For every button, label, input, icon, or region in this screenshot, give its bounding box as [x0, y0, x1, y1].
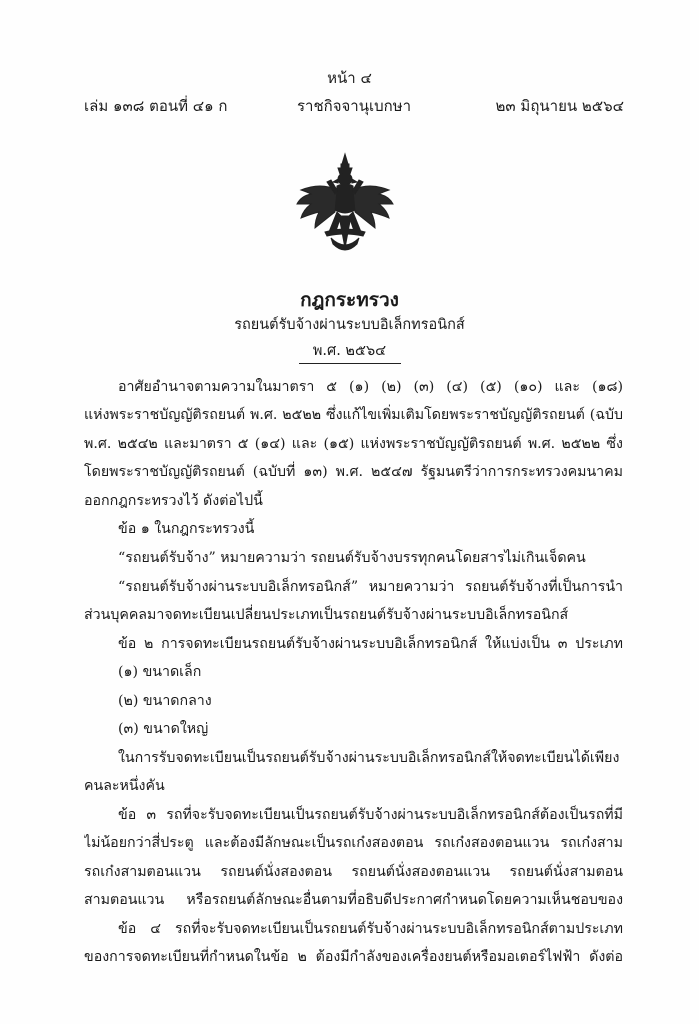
body-line: “รถยนต์รับจ้างผ่านระบบอิเล็กทรอนิกส์” หมายความว่า รถยนต์รับจ้างที่เป็นการนำ [118, 579, 623, 595]
document-year: พ.ศ. ๒๕๖๔ [312, 343, 387, 359]
clause-heading: ข้อ ๒ การจดทะเบียนรถยนต์รับจ้างผ่านระบบอิเล็กทรอนิกส์ ให้แบ่งเป็น ๓ ประเภท [118, 636, 623, 652]
body-line: รถเก๋งสามตอนแวน รถยนต์นั่งสองตอน รถยนต์นั่งสองตอนแวน รถยนต์นั่งสามตอน [84, 864, 623, 880]
gazette-header [84, 94, 624, 114]
garuda-emblem [291, 152, 399, 260]
clause-heading: ข้อ ๓ รถที่จะรับจดทะเบียนเป็นรถยนต์รับจ้างผ่านระบบอิเล็กทรอนิกส์ต้องเป็นรถที่มี [118, 807, 623, 823]
body-line: แห่งพระราชบัญญัติรถยนต์ พ.ศ. ๒๕๒๒ ซึ่งแก้ไขเพิ่มเติมโดยพระราชบัญญัติรถยนต์ (ฉบับ [84, 407, 623, 423]
list-item: (๑) ขนาดเล็ก [118, 664, 202, 680]
body-line: ของการจดทะเบียนที่กำหนดในข้อ ๒ ต้องมีกำลังของเครื่องยนต์หรือมอเตอร์ไฟฟ้า ดังต่อ [84, 949, 623, 965]
volume-issue: เล่ม ๑๓๘ ตอนที่ ๔๑ ก [84, 97, 228, 115]
body-line: ออกกฎกระทรวงไว้ ดังต่อไปนี้ [84, 493, 263, 509]
body-line: โดยพระราชบัญญัติรถยนต์ (ฉบับที่ ๑๓) พ.ศ. ๒๕๔๗ รัฐมนตรีว่าการกระทรวงคมนาคม [84, 464, 623, 480]
list-item: (๒) ขนาดกลาง [118, 693, 212, 709]
body-line: พ.ศ. ๒๕๔๒ และมาตรา ๕ (๑๔) และ (๑๕) แห่งพระราชบัญญัติรถยนต์ พ.ศ. ๒๕๒๒ ซึ่ง [84, 436, 623, 452]
clause-heading: ข้อ ๑ ในกฎกระทรวงนี้ [118, 521, 255, 537]
clause-heading: ข้อ ๔ รถที่จะรับจดทะเบียนเป็นรถยนต์รับจ้างผ่านระบบอิเล็กทรอนิกส์ตามประเภท [118, 921, 623, 937]
title-divider [299, 363, 401, 364]
body-line: ส่วนบุคคลมาจดทะเบียนเปลี่ยนประเภทเป็นรถยนต์รับจ้างผ่านระบบอิเล็กทรอนิกส์ [84, 607, 569, 623]
body-line: คนละหนึ่งคัน [84, 778, 165, 794]
document-title: กฎกระทรวง [300, 289, 399, 311]
document-subtitle: รถยนต์รับจ้างผ่านระบบอิเล็กทรอนิกส์ [234, 317, 465, 333]
body-line: ในการรับจดทะเบียนเป็นรถยนต์รับจ้างผ่านระบบอิเล็กทรอนิกส์ให้จดทะเบียนได้เพียง [118, 750, 620, 766]
body-line: “รถยนต์รับจ้าง” หมายความว่า รถยนต์รับจ้างบรรทุกคนโดยสารไม่เกินเจ็ดคน [118, 550, 586, 566]
body-line: สามตอนแวน หรือรถยนต์ลักษณะอื่นตามที่อธิบดีประกาศกำหนดโดยความเห็นชอบของ [84, 892, 623, 908]
publication-name: ราชกิจจานุเบกษา [296, 97, 412, 115]
body-line: อาศัยอำนาจตามความในมาตรา ๕ (๑) (๒) (๓) (๔) (๕) (๑๐) และ (๑๘) [118, 379, 623, 395]
page-number: หน้า ๔ [327, 69, 372, 87]
list-item: (๓) ขนาดใหญ่ [118, 721, 209, 737]
body-line: ไม่น้อยกว่าสี่ประตู และต้องมีลักษณะเป็นรถเก๋งสองตอน รถเก๋งสองตอนแวน รถเก๋งสาม [84, 835, 623, 851]
publication-date: ๒๓ มิถุนายน ๒๕๖๔ [495, 97, 624, 115]
